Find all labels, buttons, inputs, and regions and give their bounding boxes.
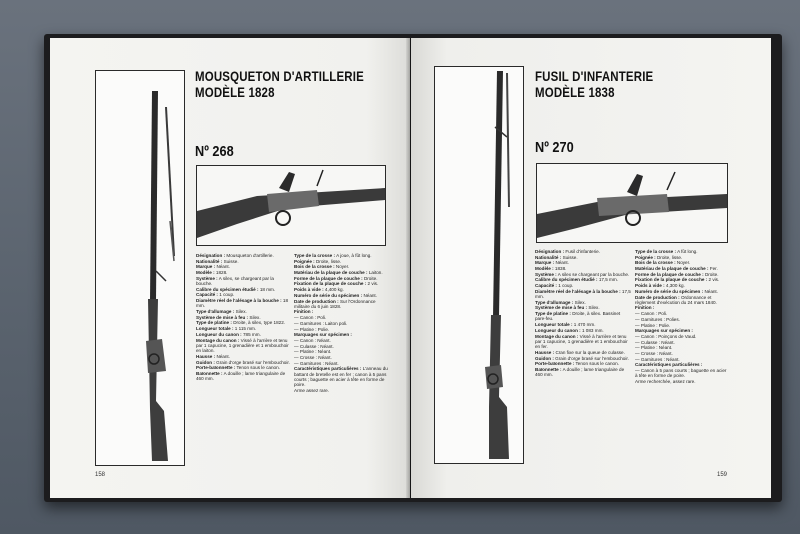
spec-key: Porte-baïonnette : bbox=[535, 361, 575, 367]
spec-line bbox=[535, 311, 631, 322]
spec-key: Type de platine : bbox=[535, 311, 571, 317]
spec-value: — Canon : Néant. bbox=[294, 337, 331, 343]
spec-line bbox=[635, 255, 729, 260]
spec-value: Laiton. bbox=[368, 270, 383, 276]
spec-key: Numéro de série du spécimen : bbox=[635, 288, 704, 294]
spec-value: Néant. bbox=[704, 288, 718, 294]
spec-value: Noyer. bbox=[676, 260, 691, 266]
spec-key: Montage du canon : bbox=[535, 333, 579, 339]
spec-line bbox=[535, 255, 631, 260]
spec-value: 4,300 kg. bbox=[665, 283, 685, 289]
spec-line bbox=[294, 253, 388, 258]
spec-value: — Garnitures : Néant. bbox=[635, 356, 680, 362]
spec-line bbox=[635, 323, 729, 328]
spec-value: Mousqueton d'artillerie. bbox=[226, 253, 274, 258]
page-title-line2: MODÈLE 1838 bbox=[535, 84, 615, 100]
catalogue-number: Nº 270 bbox=[535, 139, 574, 156]
spec-line bbox=[535, 283, 631, 288]
spec-value: Silex. bbox=[235, 309, 247, 315]
spec-key: Caractéristiques particulières : bbox=[294, 366, 362, 372]
spec-line bbox=[294, 344, 388, 349]
spec-key: Système de mise à feu : bbox=[196, 314, 249, 320]
spec-key: Forme de la plaque de couche : bbox=[635, 271, 704, 277]
spec-value: Silex. bbox=[249, 314, 261, 320]
spec-line bbox=[535, 356, 631, 361]
spec-line bbox=[535, 266, 631, 271]
spec-key: Bois de la crosse : bbox=[294, 264, 335, 270]
spec-line bbox=[294, 321, 388, 326]
spec-line bbox=[535, 289, 631, 300]
spec-value: Droite, à silex. Bassinet pare-feu. bbox=[535, 311, 621, 322]
right-page bbox=[411, 38, 771, 498]
spec-value: Grain d'orge brasé sur l'embouchoir. bbox=[216, 359, 290, 365]
spec-key: Type de la crosse : bbox=[294, 253, 336, 258]
spec-value: 1 470 mm. bbox=[573, 322, 596, 328]
spec-key: Système de mise à feu : bbox=[535, 305, 588, 311]
spec-line bbox=[294, 293, 388, 298]
page-title-line2: MODÈLE 1828 bbox=[195, 84, 275, 100]
spec-line bbox=[535, 328, 631, 333]
spec-line bbox=[635, 305, 729, 310]
spec-key: Hausse : bbox=[196, 353, 216, 359]
lock-detail-photo bbox=[196, 165, 386, 246]
specs-column-1 bbox=[196, 253, 290, 382]
spec-value: — Garnitures : Néant. bbox=[294, 360, 339, 366]
spec-key: Finition : bbox=[635, 305, 655, 311]
spec-line bbox=[294, 327, 388, 332]
spec-value: 1 083 mm. bbox=[581, 327, 604, 333]
spec-line bbox=[535, 334, 631, 350]
spec-key: Type d'allumage : bbox=[535, 299, 574, 305]
spec-line bbox=[635, 334, 729, 339]
spec-value: Fer. bbox=[709, 266, 718, 272]
spec-key: Type d'allumage : bbox=[196, 309, 235, 315]
spec-key: Diamètre réel de l'alésage à la bouche : bbox=[535, 288, 621, 294]
spec-value: — Crosse : Néant. bbox=[635, 350, 673, 356]
spec-value: — Garnitures : Polies. bbox=[635, 316, 680, 322]
spec-value: 1828. bbox=[215, 270, 228, 276]
spec-key: Guidon : bbox=[196, 359, 215, 365]
spec-value: Suisse. bbox=[223, 258, 239, 264]
spec-value: — Platine : Polie. bbox=[635, 322, 671, 328]
spec-line bbox=[196, 292, 290, 297]
spec-value: Suisse. bbox=[562, 254, 578, 260]
spec-value: Grain d'orge brasé sur l'embouchoir. bbox=[555, 355, 629, 361]
spec-line bbox=[635, 311, 729, 316]
page-number: 159 bbox=[717, 472, 728, 478]
spec-value: 785 mm. bbox=[242, 331, 261, 337]
spec-value: A joue, à fût long. bbox=[336, 253, 372, 258]
spec-key: Poignée : bbox=[635, 254, 656, 260]
spec-value: Néant. bbox=[216, 264, 230, 270]
spec-key: Marque : bbox=[535, 260, 555, 266]
spec-key: Poids à vide : bbox=[294, 287, 324, 293]
spec-line bbox=[635, 317, 729, 322]
spec-line bbox=[635, 295, 729, 306]
spec-value: Fusil d'infanterie. bbox=[565, 249, 600, 254]
spec-value: Vissé à l'arrière et tenu par 1 capucine, 1 grenadière et 1 embouchoir en laiton. bbox=[196, 337, 289, 354]
spec-value: Noyer. bbox=[335, 264, 350, 270]
left-page bbox=[50, 38, 410, 498]
spec-line bbox=[635, 328, 729, 333]
spec-key: Numéro de série du spécimen : bbox=[294, 292, 363, 298]
spec-value: A silex, se chargeant par la bouche. bbox=[196, 275, 274, 287]
spec-value: Cran fixe sur la queue de culasse. bbox=[555, 349, 625, 355]
spec-line bbox=[294, 366, 388, 387]
spec-line bbox=[535, 300, 631, 305]
spec-line bbox=[294, 332, 388, 337]
spec-value: 17,5 mm. bbox=[535, 288, 631, 300]
spec-value: — Canon : Poinçons de Vaud. bbox=[635, 333, 697, 339]
spec-key: Fixation de la plaque de couche : bbox=[294, 281, 367, 287]
spec-line bbox=[294, 259, 388, 264]
spec-line bbox=[535, 272, 631, 277]
spec-line bbox=[294, 287, 388, 292]
spec-line bbox=[196, 276, 290, 287]
spec-line bbox=[294, 388, 388, 393]
spec-key: Calibre du spécimen étudié : bbox=[535, 277, 598, 283]
catalogue-number: Nº 268 bbox=[195, 143, 234, 160]
spec-value: L'anneau du battant de bretelle est en fer ; canon à 5 pans courts ; baguette en acier à tête en forme de poire. bbox=[294, 366, 388, 388]
spec-line bbox=[196, 371, 290, 382]
spec-line bbox=[196, 253, 290, 258]
spec-key: Désignation : bbox=[196, 253, 226, 258]
spec-line bbox=[535, 367, 631, 378]
spec-key: Montage du canon : bbox=[196, 337, 240, 343]
spec-key: Date de production : bbox=[635, 294, 680, 300]
lock-detail-photo bbox=[536, 163, 728, 243]
spec-value: Droite. bbox=[704, 271, 719, 277]
spec-key: Baïonnette : bbox=[196, 370, 223, 376]
spec-key: Poignée : bbox=[294, 258, 315, 264]
spec-line bbox=[294, 276, 388, 281]
spec-line bbox=[635, 260, 729, 265]
spec-line bbox=[196, 315, 290, 320]
spec-line bbox=[535, 322, 631, 327]
spec-line bbox=[196, 259, 290, 264]
spec-key: Finition : bbox=[294, 309, 314, 315]
spec-value: A silex se chargeant par la bouche. bbox=[557, 271, 630, 277]
spec-value: 4,400 kg. bbox=[324, 287, 344, 293]
spec-value: Arme assez rare. bbox=[294, 387, 329, 393]
spec-key: Capacité : bbox=[535, 283, 557, 289]
spec-key: Désignation : bbox=[535, 249, 565, 254]
spec-line bbox=[635, 368, 729, 379]
spec-key: Longueur totale : bbox=[196, 326, 234, 332]
spec-line bbox=[196, 365, 290, 370]
spec-line bbox=[294, 270, 388, 275]
spec-line bbox=[294, 299, 388, 310]
spec-line bbox=[196, 360, 290, 365]
spec-line bbox=[196, 298, 290, 309]
spec-key: Matériau de la plaque de couche : bbox=[294, 270, 368, 276]
spec-line bbox=[294, 349, 388, 354]
spec-line bbox=[635, 379, 729, 384]
spec-line bbox=[196, 264, 290, 269]
spec-value: Droite, lisse. bbox=[656, 254, 683, 260]
spec-line bbox=[635, 266, 729, 271]
spec-value: 2 vis. bbox=[708, 277, 720, 283]
spec-value: — Platine : Néant. bbox=[294, 349, 332, 355]
spec-key: Type de la crosse : bbox=[635, 249, 677, 254]
spec-line bbox=[294, 338, 388, 343]
full-rifle-photo bbox=[434, 66, 524, 464]
spec-line bbox=[635, 340, 729, 345]
spec-line bbox=[635, 357, 729, 362]
spec-value: 17,5 mm. bbox=[598, 277, 618, 283]
spec-value: A douille ; lame triangulaire de 460 mm. bbox=[535, 366, 625, 378]
spec-value: Vissé à l'arrière et tenu par 1 capucine, 1 grenadière et 1 embouchoir en fer. bbox=[535, 333, 628, 350]
spec-line bbox=[196, 320, 290, 325]
spec-key: Système : bbox=[196, 275, 218, 281]
spec-key: Nationalité : bbox=[535, 254, 562, 260]
spec-line bbox=[535, 305, 631, 310]
spec-key: Capacité : bbox=[196, 292, 218, 298]
spec-key: Système : bbox=[535, 271, 557, 277]
spec-value: Droite, à silex, type 1822. bbox=[233, 320, 286, 326]
spec-line bbox=[196, 332, 290, 337]
spec-line bbox=[196, 326, 290, 331]
spec-value: Silex. bbox=[574, 299, 586, 305]
spec-value: Tenon sous le canon. bbox=[575, 361, 619, 367]
spec-value: — Platine : Néant. bbox=[635, 345, 673, 351]
spec-value: — Culasse : Néant. bbox=[635, 339, 675, 345]
spec-line bbox=[294, 309, 388, 314]
spec-value: Droite. bbox=[363, 275, 378, 281]
specs-column-2 bbox=[294, 253, 388, 394]
spec-key: Baïonnette : bbox=[535, 366, 562, 372]
spec-value: Néant. bbox=[216, 353, 230, 359]
spec-key: Nationalité : bbox=[196, 258, 223, 264]
spec-value: 1 coup. bbox=[219, 292, 235, 298]
spec-key: Forme de la plaque de couche : bbox=[294, 275, 363, 281]
spec-line bbox=[294, 355, 388, 360]
spec-value: — Platine : Polie. bbox=[294, 326, 330, 332]
spec-line bbox=[294, 281, 388, 286]
spec-line bbox=[635, 351, 729, 356]
page-title-line1: FUSIL D'INFANTERIE bbox=[535, 68, 654, 84]
spec-value: — Crosse : Néant. bbox=[294, 354, 332, 360]
spec-line bbox=[635, 249, 729, 254]
spec-value: — Garnitures : Laiton poli. bbox=[294, 320, 348, 326]
spec-key: Longueur totale : bbox=[535, 322, 573, 328]
spec-value: Arme recherchée, assez rare. bbox=[635, 379, 696, 385]
spec-line bbox=[635, 283, 729, 288]
spec-key: Marque : bbox=[196, 264, 216, 270]
spec-line bbox=[294, 361, 388, 366]
spec-key: Matériau de la plaque de couche : bbox=[635, 266, 709, 272]
spec-value: Ordonnance et règlement d'exécution du 24 mars 1840. bbox=[635, 294, 717, 305]
spec-line bbox=[196, 270, 290, 275]
spec-line bbox=[196, 287, 290, 292]
spec-value: 18 mm. bbox=[196, 298, 289, 309]
spec-value: Sur l'Ordonnance militaire du 6 juin 1828. bbox=[294, 298, 376, 309]
spec-key: Guidon : bbox=[535, 355, 554, 361]
spec-value: — Canon : Poli. bbox=[635, 311, 668, 317]
spec-line bbox=[635, 362, 729, 367]
spec-line bbox=[535, 350, 631, 355]
spec-line bbox=[535, 260, 631, 265]
spec-key: Porte-baïonnette : bbox=[196, 365, 236, 371]
spec-line bbox=[294, 264, 388, 269]
spec-value: — Canon : Poli. bbox=[294, 315, 327, 321]
spec-key: Type de platine : bbox=[196, 320, 232, 326]
spec-value: A douille ; lame triangulaire de 460 mm. bbox=[196, 370, 286, 382]
spec-value: 1838. bbox=[554, 266, 567, 272]
spec-key: Calibre du spécimen étudié : bbox=[196, 286, 259, 292]
spec-key: Hausse : bbox=[535, 349, 555, 355]
spec-key: Longueur du canon : bbox=[535, 327, 581, 333]
spec-value: 1 coup. bbox=[558, 283, 574, 289]
full-rifle-photo bbox=[95, 70, 185, 466]
spec-line bbox=[535, 277, 631, 282]
spec-value: — Culasse : Néant. bbox=[294, 343, 334, 349]
spec-value: A fût long. bbox=[677, 249, 698, 254]
spec-line bbox=[196, 309, 290, 314]
specs-column-2 bbox=[635, 249, 729, 385]
spec-key: Modèle : bbox=[196, 270, 215, 276]
spec-line bbox=[196, 338, 290, 354]
spec-key: Diamètre réel de l'alésage à la bouche : bbox=[196, 298, 282, 304]
spec-value: Néant. bbox=[363, 292, 377, 298]
spec-line bbox=[535, 249, 631, 254]
spec-value: Néant. bbox=[555, 260, 569, 266]
spec-line bbox=[196, 354, 290, 359]
spec-value: Droite, lisse. bbox=[315, 258, 342, 264]
spec-line bbox=[635, 277, 729, 282]
spec-key: Fixation de la plaque de couche : bbox=[635, 277, 708, 283]
spec-line bbox=[294, 315, 388, 320]
spec-key: Date de production : bbox=[294, 298, 339, 304]
spec-value: Tenon sous le canon. bbox=[236, 365, 280, 371]
spec-value: Silex. bbox=[588, 305, 600, 311]
spec-line bbox=[635, 272, 729, 277]
page-title-line1: MOUSQUETON D'ARTILLERIE bbox=[195, 68, 364, 84]
spec-key: Bois de la crosse : bbox=[635, 260, 676, 266]
spec-key: Marquages sur spécimen : bbox=[635, 328, 693, 334]
page-number: 158 bbox=[95, 472, 106, 478]
spec-value: 1 115 mm. bbox=[234, 326, 257, 332]
spec-value: — Canon à 5 pans courts ; baguette en acier à tête en forme de poire. bbox=[635, 368, 727, 379]
spec-key: Marquages sur spécimen : bbox=[294, 332, 352, 338]
specs-column-1 bbox=[535, 249, 631, 378]
spec-value: 18 mm. bbox=[259, 286, 276, 292]
spec-line bbox=[635, 289, 729, 294]
spec-value: 2 vis. bbox=[367, 281, 379, 287]
spec-line bbox=[535, 361, 631, 366]
spec-key: Poids à vide : bbox=[635, 283, 665, 289]
spec-key: Longueur du canon : bbox=[196, 331, 242, 337]
spec-key: Caractéristiques particulières : bbox=[635, 362, 703, 368]
spec-line bbox=[635, 345, 729, 350]
spec-key: Modèle : bbox=[535, 266, 554, 272]
